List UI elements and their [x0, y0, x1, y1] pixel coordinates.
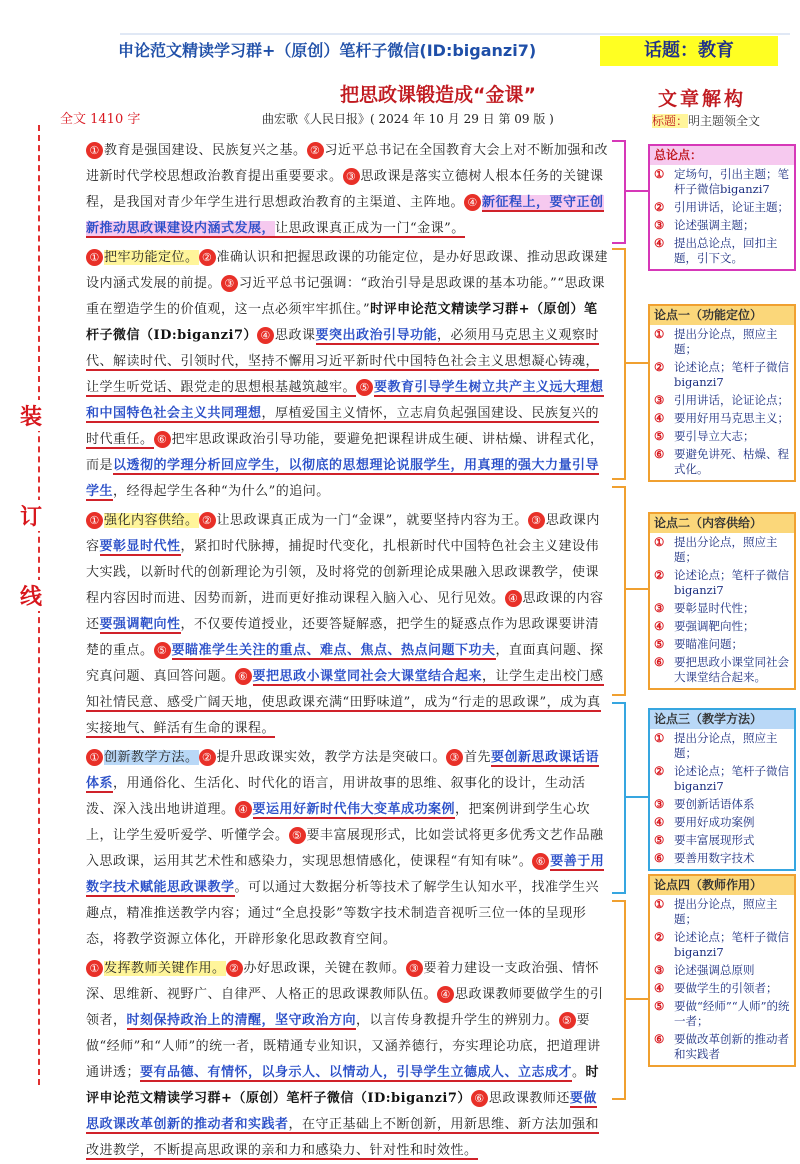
connector: [626, 796, 648, 798]
box-item: [652, 218, 792, 233]
sentence: 思政课内容: [86, 513, 600, 554]
sentence: 首先: [464, 750, 492, 765]
item-text: 要引导立大志；: [674, 429, 755, 443]
key-phrase: 要运用好新时代伟大变革成功案例: [252, 802, 456, 817]
num-badge: ④: [257, 327, 274, 344]
box-item: [652, 167, 792, 197]
item-num: ⑤: [654, 999, 665, 1013]
point-heading: 发挥教师关键作用。: [104, 961, 226, 976]
sentence: 要着力建设一支政治强、情怀深、思维新、视野广、自律严、人格正的思政课教师队伍。: [86, 961, 600, 1002]
num-badge: ⑥: [235, 668, 252, 685]
article-title: 把思政课锻造成“金课”: [340, 84, 536, 106]
subtitle-label: 标题：: [652, 114, 689, 128]
analysis-title: 文章解构: [658, 88, 747, 110]
box-item: [652, 655, 792, 685]
analysis-box-intro: [648, 144, 796, 271]
item-num: ⑤: [654, 429, 665, 443]
item-num: ⑥: [654, 447, 665, 461]
sentence: 让思政课真正成为一门“金课”。: [275, 221, 465, 236]
sentence: 把牢思政课政治引导功能，要避免把课程讲成生硬、讲枯燥、讲程式化，而是: [86, 432, 604, 473]
item-num: ③: [654, 601, 665, 615]
paragraph-point-1: [86, 245, 610, 505]
num-badge: ⑥: [154, 431, 171, 448]
item-text: 要做“经师”“人师”的统一者；: [674, 999, 790, 1028]
item-num: ⑥: [654, 1032, 665, 1046]
sentence: 思政课是落实立德树人根本任务的关键课程，是我国对青少年学生进行思想政治教育的主渠道、主阵地。: [86, 169, 604, 210]
item-text: 要做学生的引领者；: [674, 981, 778, 995]
sentence: 习近平总书记强调：“政治引导是思政课的基本功能。”“思政课重在塑造学生的价值观，这一点必须牢牢抓住。”: [86, 276, 605, 317]
item-num: ④: [654, 815, 665, 829]
item-num: ②: [654, 200, 665, 214]
promo-text: 时评申论范文精读学习群+（原创）笔杆子微信（ID:biganzi7）: [86, 1065, 600, 1106]
box-head: 论点四（教师作用）: [650, 876, 794, 895]
item-num: ③: [654, 797, 665, 811]
box-item: [652, 447, 792, 477]
topic-tag: [600, 36, 778, 66]
box-item: [652, 327, 792, 357]
analysis-subtitle: [652, 112, 760, 129]
box-head: 论点三（教学方法）: [650, 710, 794, 729]
box-item: [652, 360, 792, 390]
box-item: [652, 619, 792, 634]
sentence: 。: [572, 1065, 586, 1080]
box-item: [652, 963, 792, 978]
word-count: 全文 1410 字: [60, 112, 141, 127]
item-num: ④: [654, 236, 665, 250]
num-badge: ⑥: [471, 1090, 488, 1107]
sentence: ，把案例讲到学生心坎上，让学生爱听爱学、听懂学会。: [86, 802, 591, 843]
sentence: ，直面真问题、探究真问题、真回答问题。: [86, 643, 604, 684]
item-text: 论述论点；笔杆子微信 biganzi7: [674, 360, 789, 389]
item-num: ⑤: [654, 637, 665, 651]
connector: [626, 998, 648, 1000]
num-badge: ①: [86, 142, 103, 159]
item-text: 要做改革创新的推动者和实践者: [674, 1032, 789, 1061]
num-badge: ③: [406, 960, 423, 977]
item-text: 要善用数字技术: [674, 851, 755, 865]
item-num: ②: [654, 764, 665, 778]
item-num: ⑥: [654, 851, 665, 865]
num-badge: ①: [86, 512, 103, 529]
header: [0, 0, 800, 82]
box-item: [652, 815, 792, 830]
key-phrase: 要彰显时代性: [99, 539, 181, 554]
box-item: [652, 535, 792, 565]
byline: 曲宏歌《人民日报》( 2024 年 10 月 29 日 第 09 版 ): [262, 112, 554, 126]
point-heading: 创新教学方法。: [104, 750, 199, 765]
bracket-intro: [612, 140, 626, 244]
num-badge: ①: [86, 960, 103, 977]
num-badge: ④: [505, 590, 522, 607]
key-phrase: 时刻保持政治上的清醒，坚守政治方向: [126, 1013, 357, 1028]
key-phrase: 要突出政治引导功能: [315, 328, 438, 343]
box-item: [652, 393, 792, 408]
analysis-box-point-4: [648, 874, 796, 1067]
analysis-box-point-3: [648, 708, 796, 871]
num-badge: ②: [199, 749, 216, 766]
key-phrase: 要把思政小课堂同社会大课堂结合起来: [252, 669, 483, 684]
sentence: 提升思政课实效，教学方法是突破口。: [216, 750, 447, 765]
box-item: [652, 764, 792, 794]
item-num: ①: [654, 535, 665, 549]
item-num: ②: [654, 568, 665, 582]
box-item: [652, 797, 792, 812]
box-item: [652, 999, 792, 1029]
num-badge: ③: [221, 275, 238, 292]
item-text: 引用讲话，论证论点；: [674, 393, 789, 407]
sentence: ，以言传身教提升学生的辨别力。: [356, 1013, 559, 1028]
subtitle-text: 明主题领全文: [688, 114, 761, 128]
paragraph-intro: [86, 138, 610, 242]
box-item: [652, 930, 792, 960]
item-num: ④: [654, 981, 665, 995]
item-num: ⑤: [654, 833, 665, 847]
key-phrase: 要有品德、有情怀，以身示人、以情动人，引导学生立德成人、立志成才: [140, 1065, 573, 1080]
sentence: 让思政课真正成为一门“金课”，就要坚持内容为王。: [216, 513, 528, 528]
num-badge: ④: [235, 801, 252, 818]
article-body: [86, 138, 610, 1164]
paragraph-point-3: [86, 745, 610, 953]
num-badge: ①: [86, 249, 103, 266]
box-item: [652, 637, 792, 652]
item-num: ④: [654, 411, 665, 425]
num-badge: ③: [343, 168, 360, 185]
box-item: [652, 981, 792, 996]
header-title: 申论范文精读学习群+（原创）笔杆子微信(ID:biganzi7): [118, 41, 537, 60]
item-text: 论述论点；笔杆子微信 biganzi7: [674, 930, 789, 959]
binding-char: 装: [20, 400, 42, 431]
num-badge: ②: [307, 142, 324, 159]
sentence: 思政课的内容还: [86, 591, 604, 632]
paragraph-point-2: [86, 508, 610, 742]
box-item: [652, 851, 792, 866]
sentence: ，厚植爱国主义情怀，立志肩负起强国建设、民族复兴的时代重任。: [86, 406, 600, 447]
item-text: 提出分论点，照应主题；: [674, 731, 778, 760]
sentence: ，让学生走出校门感知社情民意、感受广阔天地，使思政课充满“田野味道”，成为“行走的思政课”，成为真实接地气、鲜活有生命的课程。: [86, 669, 604, 736]
num-badge: ⑤: [559, 1012, 576, 1029]
binding-char: 订: [20, 500, 42, 531]
sentence: 习近平总书记在全国教育大会上对不断加强和改进新时代学校思想政治教育提出重要要求。: [86, 143, 609, 184]
box-item: [652, 897, 792, 927]
item-text: 要强调靶向性；: [674, 619, 755, 633]
key-phrase: 要创新思政课话语体系: [86, 750, 600, 791]
item-text: 提出总论点，回扣主题，引下文。: [674, 236, 778, 265]
item-num: ①: [654, 897, 665, 911]
box-item: [652, 731, 792, 761]
sentence: ，在守正基础上不断创新，用新思维、新方法加强和改进教学，不断提高思政课的亲和力和感染力、针对性和时效性。: [86, 1117, 600, 1158]
box-item: [652, 200, 792, 215]
sentence: ，必须用马克思主义观察时代、解读时代、引领时代，坚持不懈用习近平新时代中国特色社会主义思想凝心铸魂，让学生听党话、跟党走的思想根基越筑越牢。: [86, 328, 600, 395]
key-phrase: 要瞄准学生关注的重点、难点、焦点、热点问题下功夫: [171, 643, 496, 658]
thesis-highlight: 新征程上，要守正创新推动思政课建设内涵式发展，: [86, 195, 604, 236]
key-phrase: 要做思政课改革创新的推动者和实践者: [86, 1091, 597, 1132]
item-text: 论述强调总原则: [674, 963, 755, 977]
binding-line: [20, 110, 42, 1100]
box-item: [652, 568, 792, 598]
num-badge: ②: [199, 249, 216, 266]
num-badge: ③: [528, 512, 545, 529]
sentence: ，用通俗化、生活化、时代化的语言，用讲故事的思维、叙事化的设计，生动活泼、深入浅出地讲道理。: [86, 776, 586, 817]
item-num: ⑥: [654, 655, 665, 669]
sentence: ，经得起学生各种“为什么”的追问。: [113, 484, 330, 499]
num-badge: ⑥: [532, 853, 549, 870]
sentence: ，不仅要传道授业，还要答疑解惑，把学生的疑惑点作为思政课要讲清楚的重点。: [86, 617, 600, 658]
sentence: 思政课教师要做学生的引领者，: [86, 987, 604, 1028]
sentence: 要丰富展现形式，比如尝试将更多优秀文艺作品融入思政课，运用其艺术性和感染力，实现思想情感化，使课程“有知有味”。: [86, 828, 604, 869]
box-head: 总论点：: [650, 146, 794, 165]
key-phrase: 要善于用数字技术赋能思政课教学: [86, 854, 605, 895]
item-num: ②: [654, 930, 665, 944]
item-text: 定场句，引出主题；笔杆子微信biganzi7: [674, 167, 789, 196]
header-divider: [120, 33, 790, 35]
box-item: [652, 601, 792, 616]
box-item: [652, 236, 792, 266]
sentence: 思政课: [275, 328, 316, 343]
item-num: ①: [654, 167, 665, 181]
sentence: 思政课教师还: [488, 1091, 570, 1106]
num-badge: ⑤: [154, 642, 171, 659]
item-num: ①: [654, 327, 665, 341]
num-badge: ③: [446, 749, 463, 766]
key-phrase: 以透彻的学理分析回应学生，以彻底的思想理论说服学生，用真理的强大力量引导学生: [86, 458, 600, 499]
box-item: [652, 411, 792, 426]
item-num: ③: [654, 393, 665, 407]
topic-label: 话题：教育: [644, 40, 734, 61]
point-heading: 强化内容供给。: [104, 513, 199, 528]
item-text: 要瞄准问题；: [674, 637, 743, 651]
item-num: ③: [654, 218, 665, 232]
sentence: 教育是强国建设、民族复兴之基。: [104, 143, 307, 158]
item-text: 论述论点；笔杆子微信 biganzi7: [674, 568, 789, 597]
connector: [626, 190, 648, 192]
item-text: 要彰显时代性；: [674, 601, 755, 615]
item-text: 要创新话语体系: [674, 797, 755, 811]
analysis-box-point-2: [648, 512, 796, 690]
num-badge: ④: [464, 194, 481, 211]
bracket-point-3: [612, 702, 626, 894]
item-num: ①: [654, 731, 665, 745]
binding-char: 线: [20, 580, 42, 611]
item-text: 要丰富展现形式: [674, 833, 755, 847]
box-head: 论点一（功能定位）: [650, 306, 794, 325]
point-heading: 把牢功能定位。: [104, 250, 199, 265]
key-phrase: 要强调靶向性: [99, 617, 181, 632]
item-text: 论述论点；笔杆子微信 biganzi7: [674, 764, 789, 793]
num-badge: ⑤: [289, 827, 306, 844]
sentence: 要做“经师”和“人师”的统一者，既精通专业知识，又涵养德行，夯实理论功底，把道理讲通讲透；: [86, 1013, 601, 1080]
item-text: 要用好成功案例: [674, 815, 755, 829]
item-num: ②: [654, 360, 665, 374]
bracket-point-2: [612, 486, 626, 696]
sentence: 办好思政课，关键在教师。: [243, 961, 406, 976]
box-item: [652, 833, 792, 848]
item-text: 引用讲话，论证主题；: [674, 200, 789, 214]
num-badge: ②: [199, 512, 216, 529]
connector: [626, 588, 648, 590]
key-phrase: 要教育引导学生树立共产主义远大理想和中国特色社会主义共同理想: [86, 380, 604, 421]
item-text: 提出分论点，照应主题；: [674, 327, 778, 356]
num-badge: ⑤: [356, 379, 373, 396]
sentence: 准确认识和把握思政课的功能定位，是办好思政课、推动思政课建设内涵式发展的前提。: [86, 250, 609, 291]
connector: [626, 362, 648, 364]
num-badge: ①: [86, 749, 103, 766]
item-text: 要把思政小课堂同社会大课堂结合起来。: [674, 655, 789, 684]
sentence: ，紧扣时代脉搏，捕捉时代变化，扎根新时代中国特色社会主义建设伟大实践，以新时代的创新理论为引领，及时将党的创新理论成果融入思政课教学，使课程内容因时而进、因势而新，进而更好推动课程入脑入心、见行见效。: [86, 539, 600, 606]
item-num: ④: [654, 619, 665, 633]
promo-text: 时评申论范文精读学习群+（原创）笔杆子微信（ID:biganzi7）: [86, 302, 598, 343]
box-item: [652, 429, 792, 444]
num-badge: ②: [226, 960, 243, 977]
item-num: ③: [654, 963, 665, 977]
bracket-point-4: [612, 900, 626, 1100]
bracket-point-1: [612, 248, 626, 480]
analysis-box-point-1: [648, 304, 796, 482]
item-text: 要避免讲死、枯燥、程式化。: [674, 447, 789, 476]
item-text: 提出分论点，照应主题；: [674, 535, 778, 564]
box-item: [652, 1032, 792, 1062]
sentence: 。可以通过大数据分析等技术了解学生认知水平，找准学生兴趣点，精准推送教学内容；通过“全息投影”等数字技术制造音视听三位一体的呈现形态，将教学资源立体化，开辟形象化思政教育空间。: [86, 880, 600, 947]
paragraph-point-4: [86, 956, 610, 1164]
item-text: 提出分论点，照应主题；: [674, 897, 778, 926]
box-head: 论点二（内容供给）: [650, 514, 794, 533]
item-text: 论述强调主题；: [674, 218, 755, 232]
item-text: 要用好用马克思主义；: [674, 411, 789, 425]
num-badge: ④: [437, 986, 454, 1003]
